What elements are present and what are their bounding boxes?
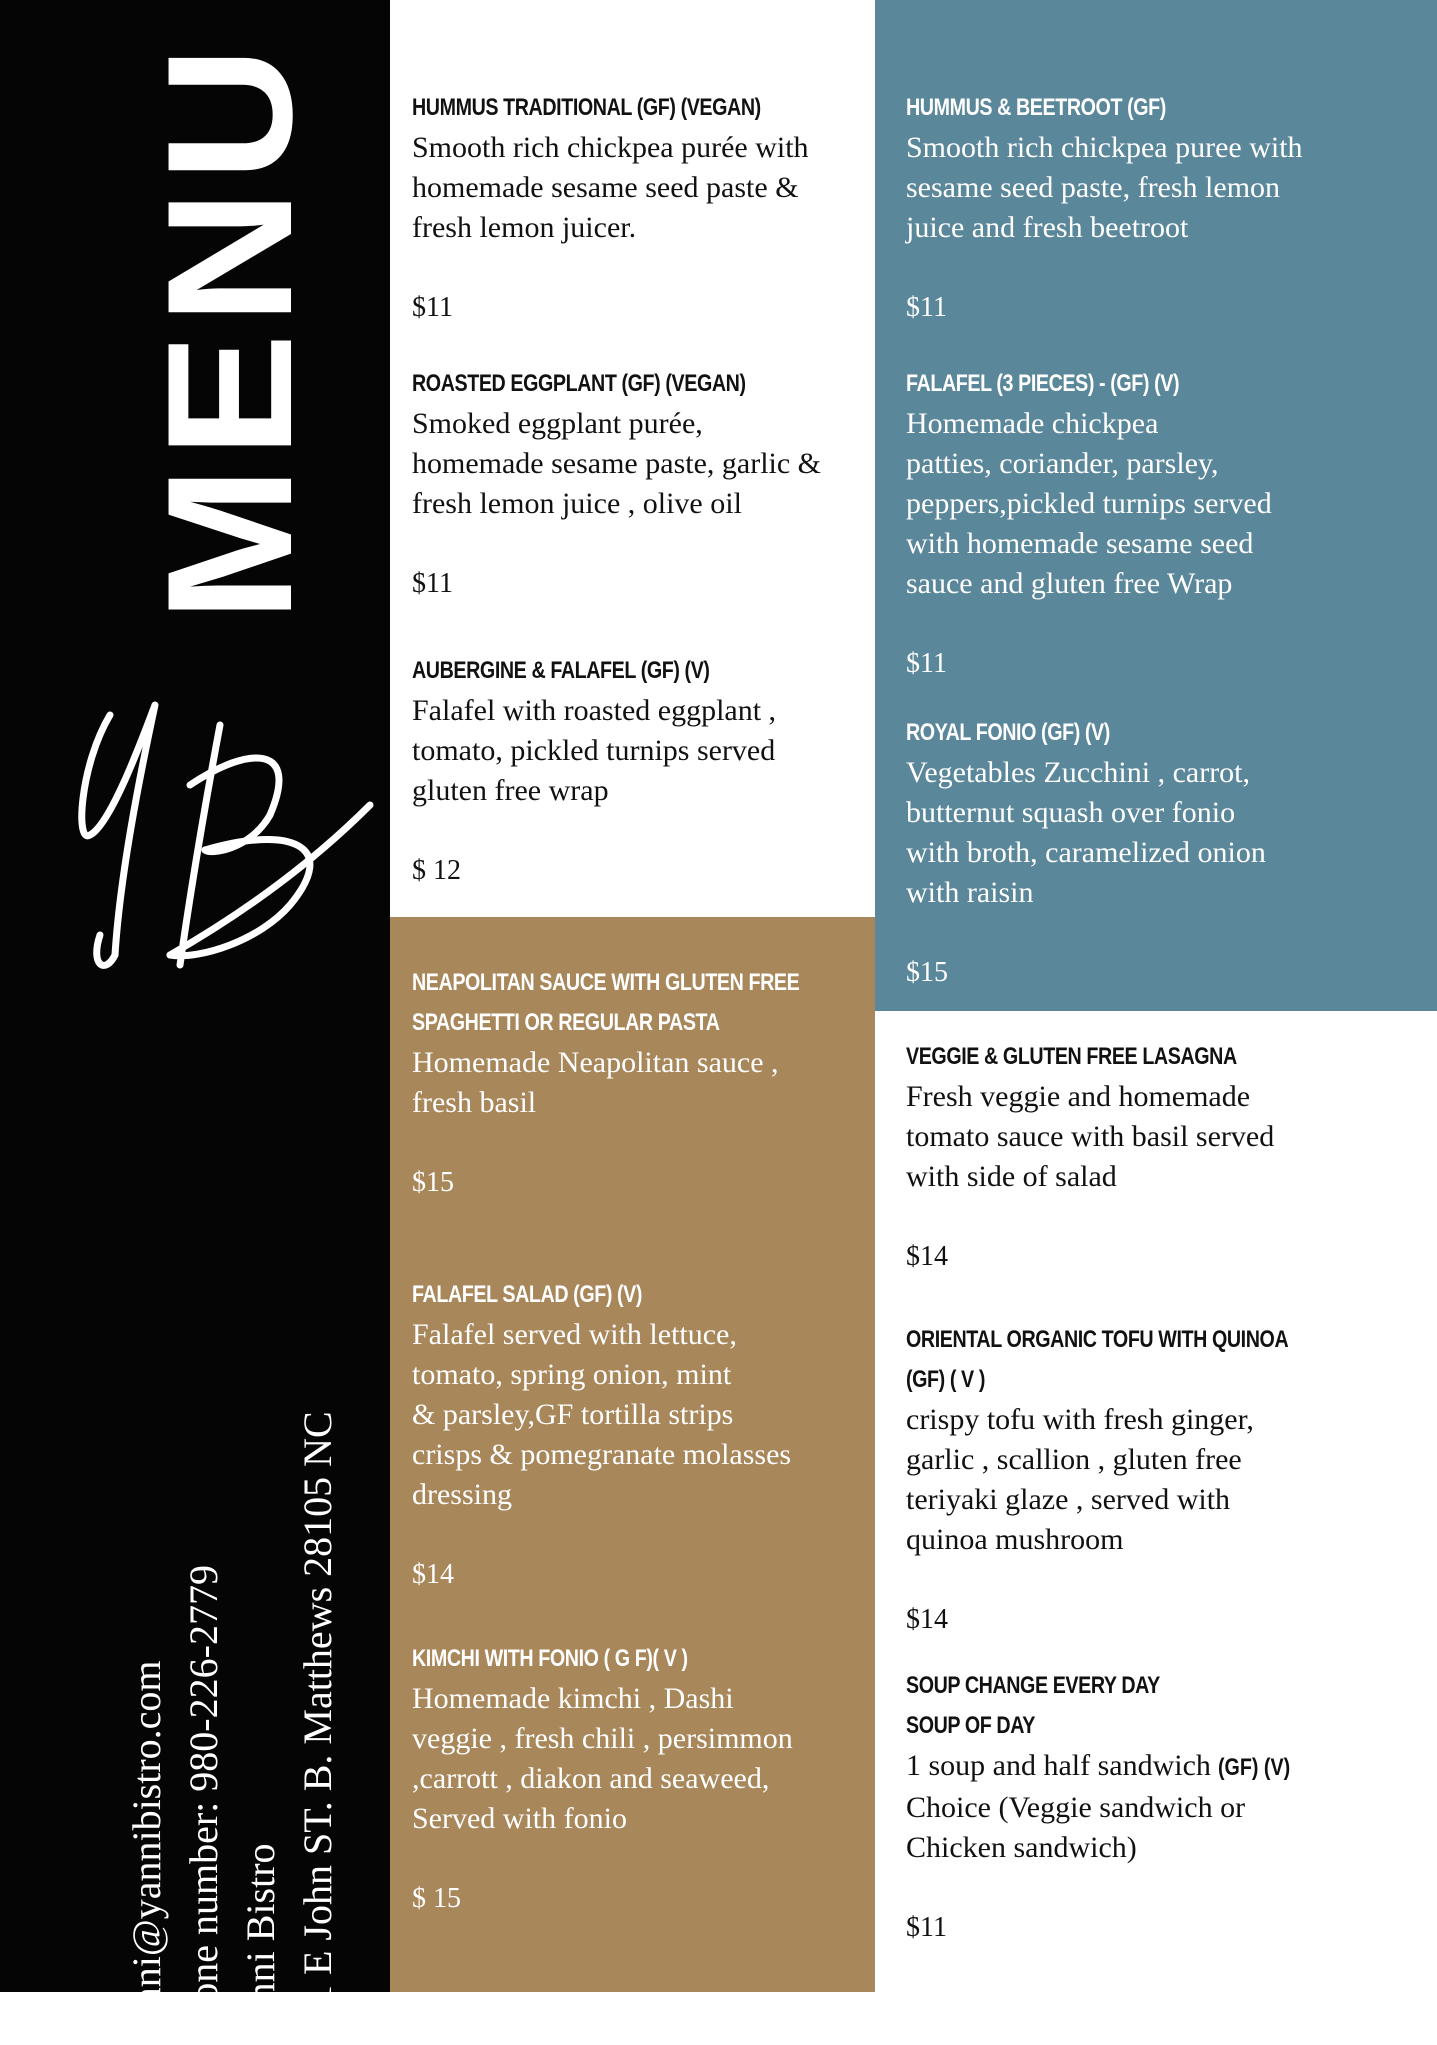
contact-address: 131 E John ST. B. Matthews 28105 NC: [295, 1411, 340, 2045]
menu-item: [906, 1320, 1372, 1640]
item-description: Homemade kimchi , Dashi veggie , fresh chili , persimmon ,carrott , diakon and seaweed, Served with fonio: [412, 1682, 793, 1835]
item-price: $ 12: [412, 855, 461, 886]
menu-item: [412, 1639, 793, 1919]
item-price: $11: [906, 1912, 947, 1943]
dietary-tag: (GF) (V): [1218, 1754, 1291, 1781]
menu-title: MENU: [130, 38, 329, 622]
item-price: $11: [906, 292, 947, 323]
menu-item: [906, 364, 1272, 684]
item-name: AUBERGINE & FALAFEL (GF) (V): [412, 657, 710, 684]
item-description: Smoked eggplant purée, homemade sesame paste, garlic & fresh lemon juice , olive oil: [412, 407, 822, 520]
menu-item: [412, 651, 776, 891]
item-price: $11: [906, 648, 947, 679]
item-description: Homemade chickpea patties, coriander, parsley, peppers,pickled turnips served with homemade sesame seed sauce and gluten free Wrap: [906, 407, 1272, 600]
contact-phone: Phone number: 980-226-2779: [181, 1565, 226, 2045]
item-name: ORIENTAL ORGANIC TOFU WITH QUINOA: [906, 1326, 1289, 1353]
item-name: ROASTED EGGPLANT (GF) (VEGAN): [412, 370, 746, 397]
item-price: $14: [906, 1241, 948, 1272]
item-name: SOUP CHANGE EVERY DAY: [906, 1672, 1160, 1699]
item-name-line-2: SPAGHETTI OR REGULAR PASTA: [412, 1009, 720, 1036]
item-price: $15: [906, 957, 948, 988]
item-price: $15: [412, 1167, 454, 1198]
contact-name: Yanni Bistro: [238, 1843, 283, 2045]
item-name: NEAPOLITAN SAUCE WITH GLUTEN FREE: [412, 969, 800, 996]
menu-item: [906, 88, 1303, 328]
item-name: HUMMUS TRADITIONAL (GF) (VEGAN): [412, 94, 761, 121]
menu-item: [412, 963, 884, 1203]
menu-item: [412, 88, 837, 328]
item-price: $11: [412, 292, 453, 323]
contact-email: yanni@yannibistro.com: [124, 1660, 169, 2045]
item-price: $ 15: [412, 1883, 461, 1914]
menu-item: [906, 1666, 1306, 1948]
item-description: Homemade Neapolitan sauce , fresh basil: [412, 1046, 779, 1119]
sidebar: [0, 0, 390, 2045]
item-description: Falafel served with lettuce, tomato, spring onion, mint & parsley,GF tortilla strips crisps & pomegranate molasses dressing: [412, 1318, 792, 1511]
menu-item: [906, 1037, 1309, 1277]
item-description: Falafel with roasted eggplant , tomato, pickled turnips served gluten free wrap: [412, 694, 777, 807]
item-name-line-2: (GF) ( V ): [906, 1366, 985, 1393]
item-price: $14: [906, 1604, 948, 1635]
item-price: $14: [412, 1559, 454, 1590]
item-name: FALAFEL SALAD (GF) (V): [412, 1281, 643, 1308]
item-name: ROYAL FONIO (GF) (V): [906, 719, 1110, 746]
yb-logo: [70, 685, 380, 985]
item-description: Smooth rich chickpea puree with sesame seed paste, fresh lemon juice and fresh beetroot: [906, 131, 1303, 244]
item-description: Fresh veggie and homemade tomato sauce with basil served with side of salad: [906, 1080, 1275, 1193]
item-description: Vegetables Zucchini , carrot, butternut squash over fonio with broth, caramelized onion with raisin: [906, 756, 1266, 909]
item-description: Smooth rich chickpea purée with homemade sesame seed paste & fresh lemon juicer.: [412, 131, 809, 244]
contact-info: [118, 1175, 346, 2045]
item-description: crispy tofu with fresh ginger, garlic , scallion , gluten free teriyaki glaze , served with quinoa mushroom: [906, 1403, 1254, 1556]
menu-item: [906, 713, 1266, 993]
menu-item: [412, 1275, 791, 1595]
item-price: $11: [412, 568, 453, 599]
item-name-line-2: SOUP OF DAY: [906, 1712, 1035, 1739]
item-name: VEGGIE & GLUTEN FREE LASAGNA: [906, 1043, 1237, 1070]
item-description: 1 soup and half sandwich (GF) (V) Choice (Veggie sandwich or Chicken sandwich): [906, 1749, 1291, 1864]
item-name: FALAFEL (3 PIECES) - (GF) (V): [906, 370, 1180, 397]
menu-item: [412, 364, 821, 604]
item-name: HUMMUS & BEETROOT (GF): [906, 94, 1166, 121]
item-name: KIMCHI WITH FONIO ( G F)( V ): [412, 1645, 688, 1672]
